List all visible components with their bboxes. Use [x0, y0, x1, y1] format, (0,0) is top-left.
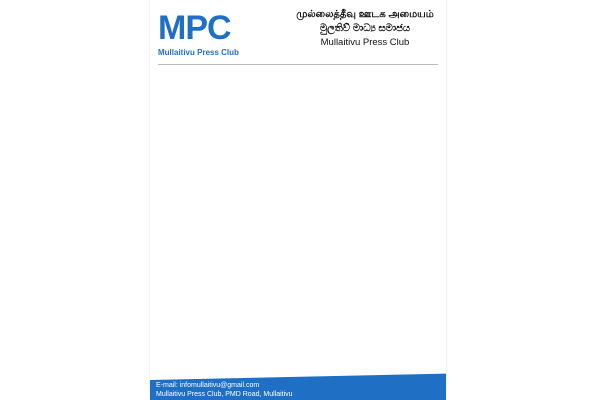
english-title: Mullaitivu Press Club: [320, 37, 410, 48]
letter-page: [150, 0, 446, 400]
mpc-logo: [158, 8, 238, 62]
tamil-title: முல்லைத்தீவு ஊடக அமையம்: [296, 9, 434, 20]
footer-angle: [150, 372, 446, 380]
footer-address: Mullaitivu Press Club, PMD Road, Mullaitivu: [156, 391, 293, 398]
logo-subtitle: Mullaitivu Press Club: [158, 48, 239, 57]
sinhala-title: මුලතිව් මාධ්‍ය සමාජය: [319, 23, 411, 34]
letterhead-titles: [290, 8, 440, 49]
footer-email[interactable]: E-mail: infomullaitivu@gmail.com: [156, 382, 260, 389]
logo-letters: MPC: [158, 9, 231, 47]
footer-bar: [150, 372, 446, 400]
header-divider: [158, 64, 438, 65]
